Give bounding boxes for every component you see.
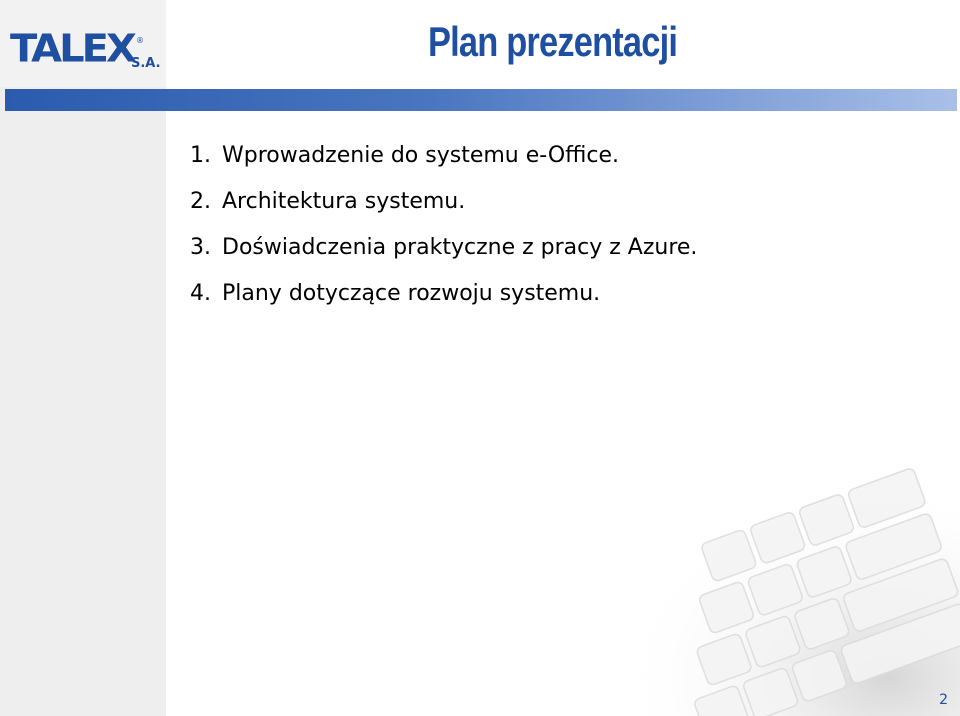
header-gradient-bar [5,89,957,111]
logo-wordmark: TALEX [10,27,134,71]
agenda-item [190,235,697,281]
agenda-item-number: 3. [190,235,211,260]
agenda-item-text: Plany dotyczące rozwoju systemu. [222,281,601,306]
agenda-item [190,143,697,189]
agenda-item [190,281,697,327]
agenda-item-number: 1. [190,143,211,168]
agenda-item-number: 2. [190,189,211,214]
agenda-item-text: Doświadczenia praktyczne z pracy z Azure. [222,235,698,260]
logo-suffix: S.A. [131,56,161,71]
talex-logo [0,0,166,87]
agenda-list [190,143,697,327]
agenda-item-text: Wprowadzenie do systemu e-Office. [222,143,620,168]
slide-title: Plan prezentacji [428,18,678,65]
page-number: 2 [939,692,948,708]
agenda-item [190,189,697,235]
keyboard-background-image [600,460,960,716]
logo-registered-mark: ® [136,36,144,45]
agenda-item-number: 4. [190,281,211,306]
agenda-item-text: Architektura systemu. [222,189,466,214]
